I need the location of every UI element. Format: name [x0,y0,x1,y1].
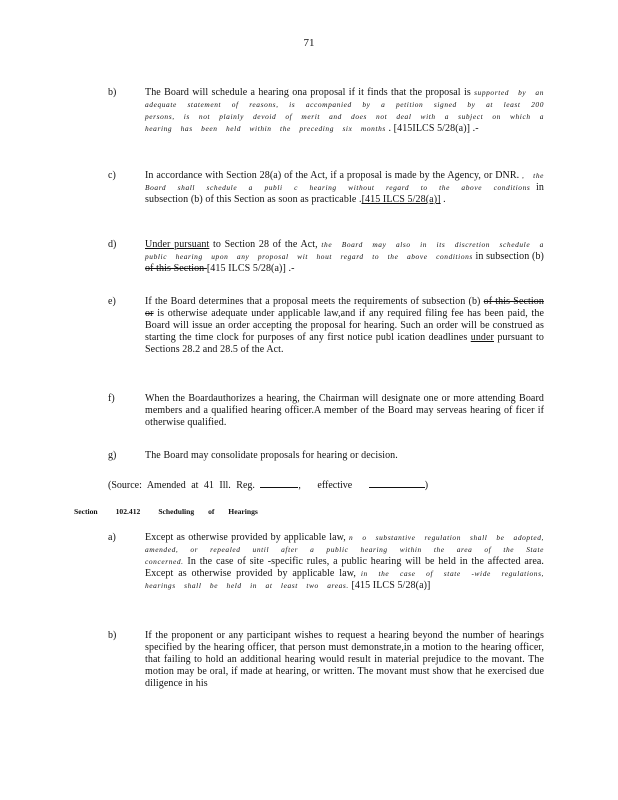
item-text: When the Boardauthorizes a hearing, the Chairman will designate one or more attending Board members and a qualified hearing officer.A member of the Board may serveas hearing of ficer if otherwise qualified. [145,393,544,428]
item-text: The Board may consolidate proposals for hearing or decision. [145,450,398,461]
blank-effective-date [369,478,425,488]
item-text: Under pursuant to Section 28 of the Act, the Board may also in its discretion schedule a public hearing upon any proposal wit hout regard to the above conditions in subsection (b) of this Section [415 ILCS 5/28(a)] .- [145,239,544,274]
list-item-a [108,532,544,612]
item-label: g) [108,450,117,461]
list-item-b-2 [108,630,544,710]
section-heading: Section 102.412 Scheduling of Hearings [74,507,258,516]
item-label: e) [108,296,116,307]
item-text: If the Board determines that a proposal meets the requirements of subsection (b) of this Section or is otherwise adequate under applicable law,and if any required filing fee has been paid, the Board will issue an order accepting the proposal for hearing. Such an order will be construed as starting the time clock for purposes of any first notice publ ication deadlines under pursuant to Sections 28.2 and 28.5 of the Act. [145,296,545,355]
list-item-d [108,239,544,283]
page-number: 71 [303,37,315,49]
list-item-g [108,450,544,464]
item-text: In accordance with Section 28(a) of the Act, if a proposal is made by the Agency, or DNR. , the Board shall schedule a publi c hearing without regard to the above conditions in subsection (b) of this Section as soon as practicable .[415 ILCS 5/28(a)] . [145,170,544,205]
item-label: b) [108,87,117,98]
item-text: Except as otherwise provided by applicable law, n o substantive regulation shall be adopted, amended, or repealed until after a public hearing within the area of the State concerned. In the case of site -specific rules, a public hearing will be held in the affected area. Except as otherwise provided by applicable law, in the case of state -wide regulations, hearings shall be held in at least two areas. [415 ILCS 5/28(a)] [145,532,544,591]
source-note: (Source: Amended at 41 Ill. Reg. , effective ) [108,480,429,491]
item-label: a) [108,532,116,543]
item-label: c) [108,170,116,181]
list-item-f [108,393,544,433]
item-label: b) [108,630,117,641]
list-item-c [108,170,544,226]
item-text: If the proponent or any participant wishes to request a hearing beyond the number of hearings specified by the hearing officer, that person must demonstrate,in a motion to the hearing officer, that failing to hold an additional hearing would result in material prejudice to the movant. The motion may be oral, if made at hearing, or written. The movant must show that he exercised due diligence in his [145,630,544,689]
item-label: d) [108,239,117,250]
list-item-b [108,87,544,157]
blank-register-page [260,478,298,488]
list-item-e [108,296,544,376]
item-label: f) [108,393,115,404]
item-text: The Board will schedule a hearing ona proposal if it finds that the proposal is supported by an adequate statement of reasons, is accompanied by a petition signed by at least 200 persons, is not plainly devoid of merit and does not deal with a subject on which a hearing has been held within the preceding six months . [415ILCS 5/28(a)] .- [145,87,544,134]
